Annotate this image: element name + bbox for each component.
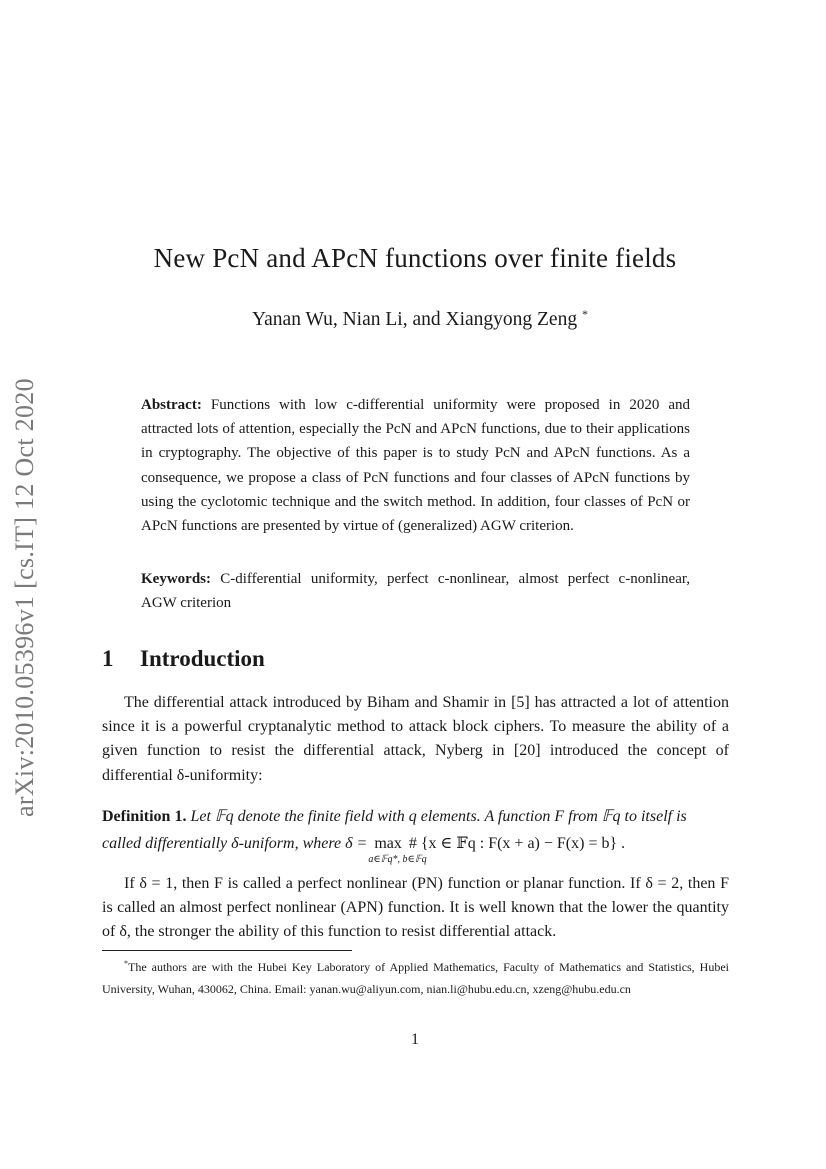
definition-formula: # {x ∈ 𝔽q : F(x + a) − F(x) = b} . bbox=[408, 835, 626, 852]
max-symbol: max bbox=[374, 835, 402, 852]
author-line bbox=[0, 307, 826, 331]
author-footnote-mark: * bbox=[581, 307, 588, 321]
definition-block bbox=[102, 803, 729, 865]
keywords-text: C-differential uniformity, perfect c-nonlinear, almost perfect c-nonlinear, AGW criterion bbox=[141, 571, 691, 611]
max-operator bbox=[368, 830, 427, 865]
keywords bbox=[141, 567, 690, 615]
footnote-rule bbox=[102, 950, 352, 951]
abstract bbox=[141, 393, 690, 538]
abstract-label: Abstract: bbox=[141, 397, 202, 413]
abstract-text: Functions with low c-differential uniformity were proposed in 2020 and attracted lots of attention, especially the PcN and APcN functions, due to their applications in cryptography. The objective of this paper is to study PcN and APcN functions. As a consequence, we propose a class of PcN functions and four classes of APcN functions by using the cyclotomic technique and the switch method. In addition, four classes of PcN or APcN functions are presented by virtue of (generalized) AGW criterion. bbox=[141, 397, 691, 535]
max-subscript: a∈𝔽q*, b∈𝔽q bbox=[368, 854, 427, 865]
intro-paragraph: The differential attack introduced by Biham and Shamir in [5] has attracted a lot of attention since it is a powerful cryptanalytic method to attack block ciphers. To measure the ability of a given function to resist the differential attack, Nyberg in [20] introduced the concept of differential δ-uniformity: bbox=[102, 694, 729, 784]
footnote-mark: * bbox=[124, 959, 128, 968]
definition-label: Definition 1. bbox=[102, 808, 187, 825]
footnote bbox=[102, 953, 729, 1000]
section-title: Introduction bbox=[140, 646, 265, 671]
delta-paragraph: If δ = 1, then F is called a perfect nonlinear (PN) function or planar function. If δ = 2, then F is called an almost perfect nonlinear (APN) function. It is well known that the lower the quantity of δ, the stronger the ability of this function to resist differential attack. bbox=[102, 875, 729, 941]
footnote-text: The authors are with the Hubei Key Laboratory of Applied Mathematics, Faculty of Mathematics and Statistics, Hubei University, Wuhan, 430062, China. Email: yanan.wu@aliyun.com, nian.li@hubu.edu.cn, xzeng@hubu.edu.cn bbox=[102, 960, 729, 996]
section-number: 1 bbox=[102, 646, 114, 671]
author-names: Yanan Wu, Nian Li, and Xiangyong Zeng bbox=[252, 309, 578, 330]
keywords-label: Keywords: bbox=[141, 571, 211, 587]
section-heading bbox=[102, 646, 265, 672]
definition-text: Let 𝔽q denote the finite field with q elements. A function F from 𝔽q to itself is called differentially δ-uniform, where δ = bbox=[102, 808, 687, 852]
page-number: 1 bbox=[411, 1031, 419, 1048]
paper-title: New PcN and APcN functions over finite fields bbox=[153, 243, 677, 273]
arxiv-stamp: arXiv:2010.05396v1 [cs.IT] 12 Oct 2020 bbox=[10, 378, 39, 817]
